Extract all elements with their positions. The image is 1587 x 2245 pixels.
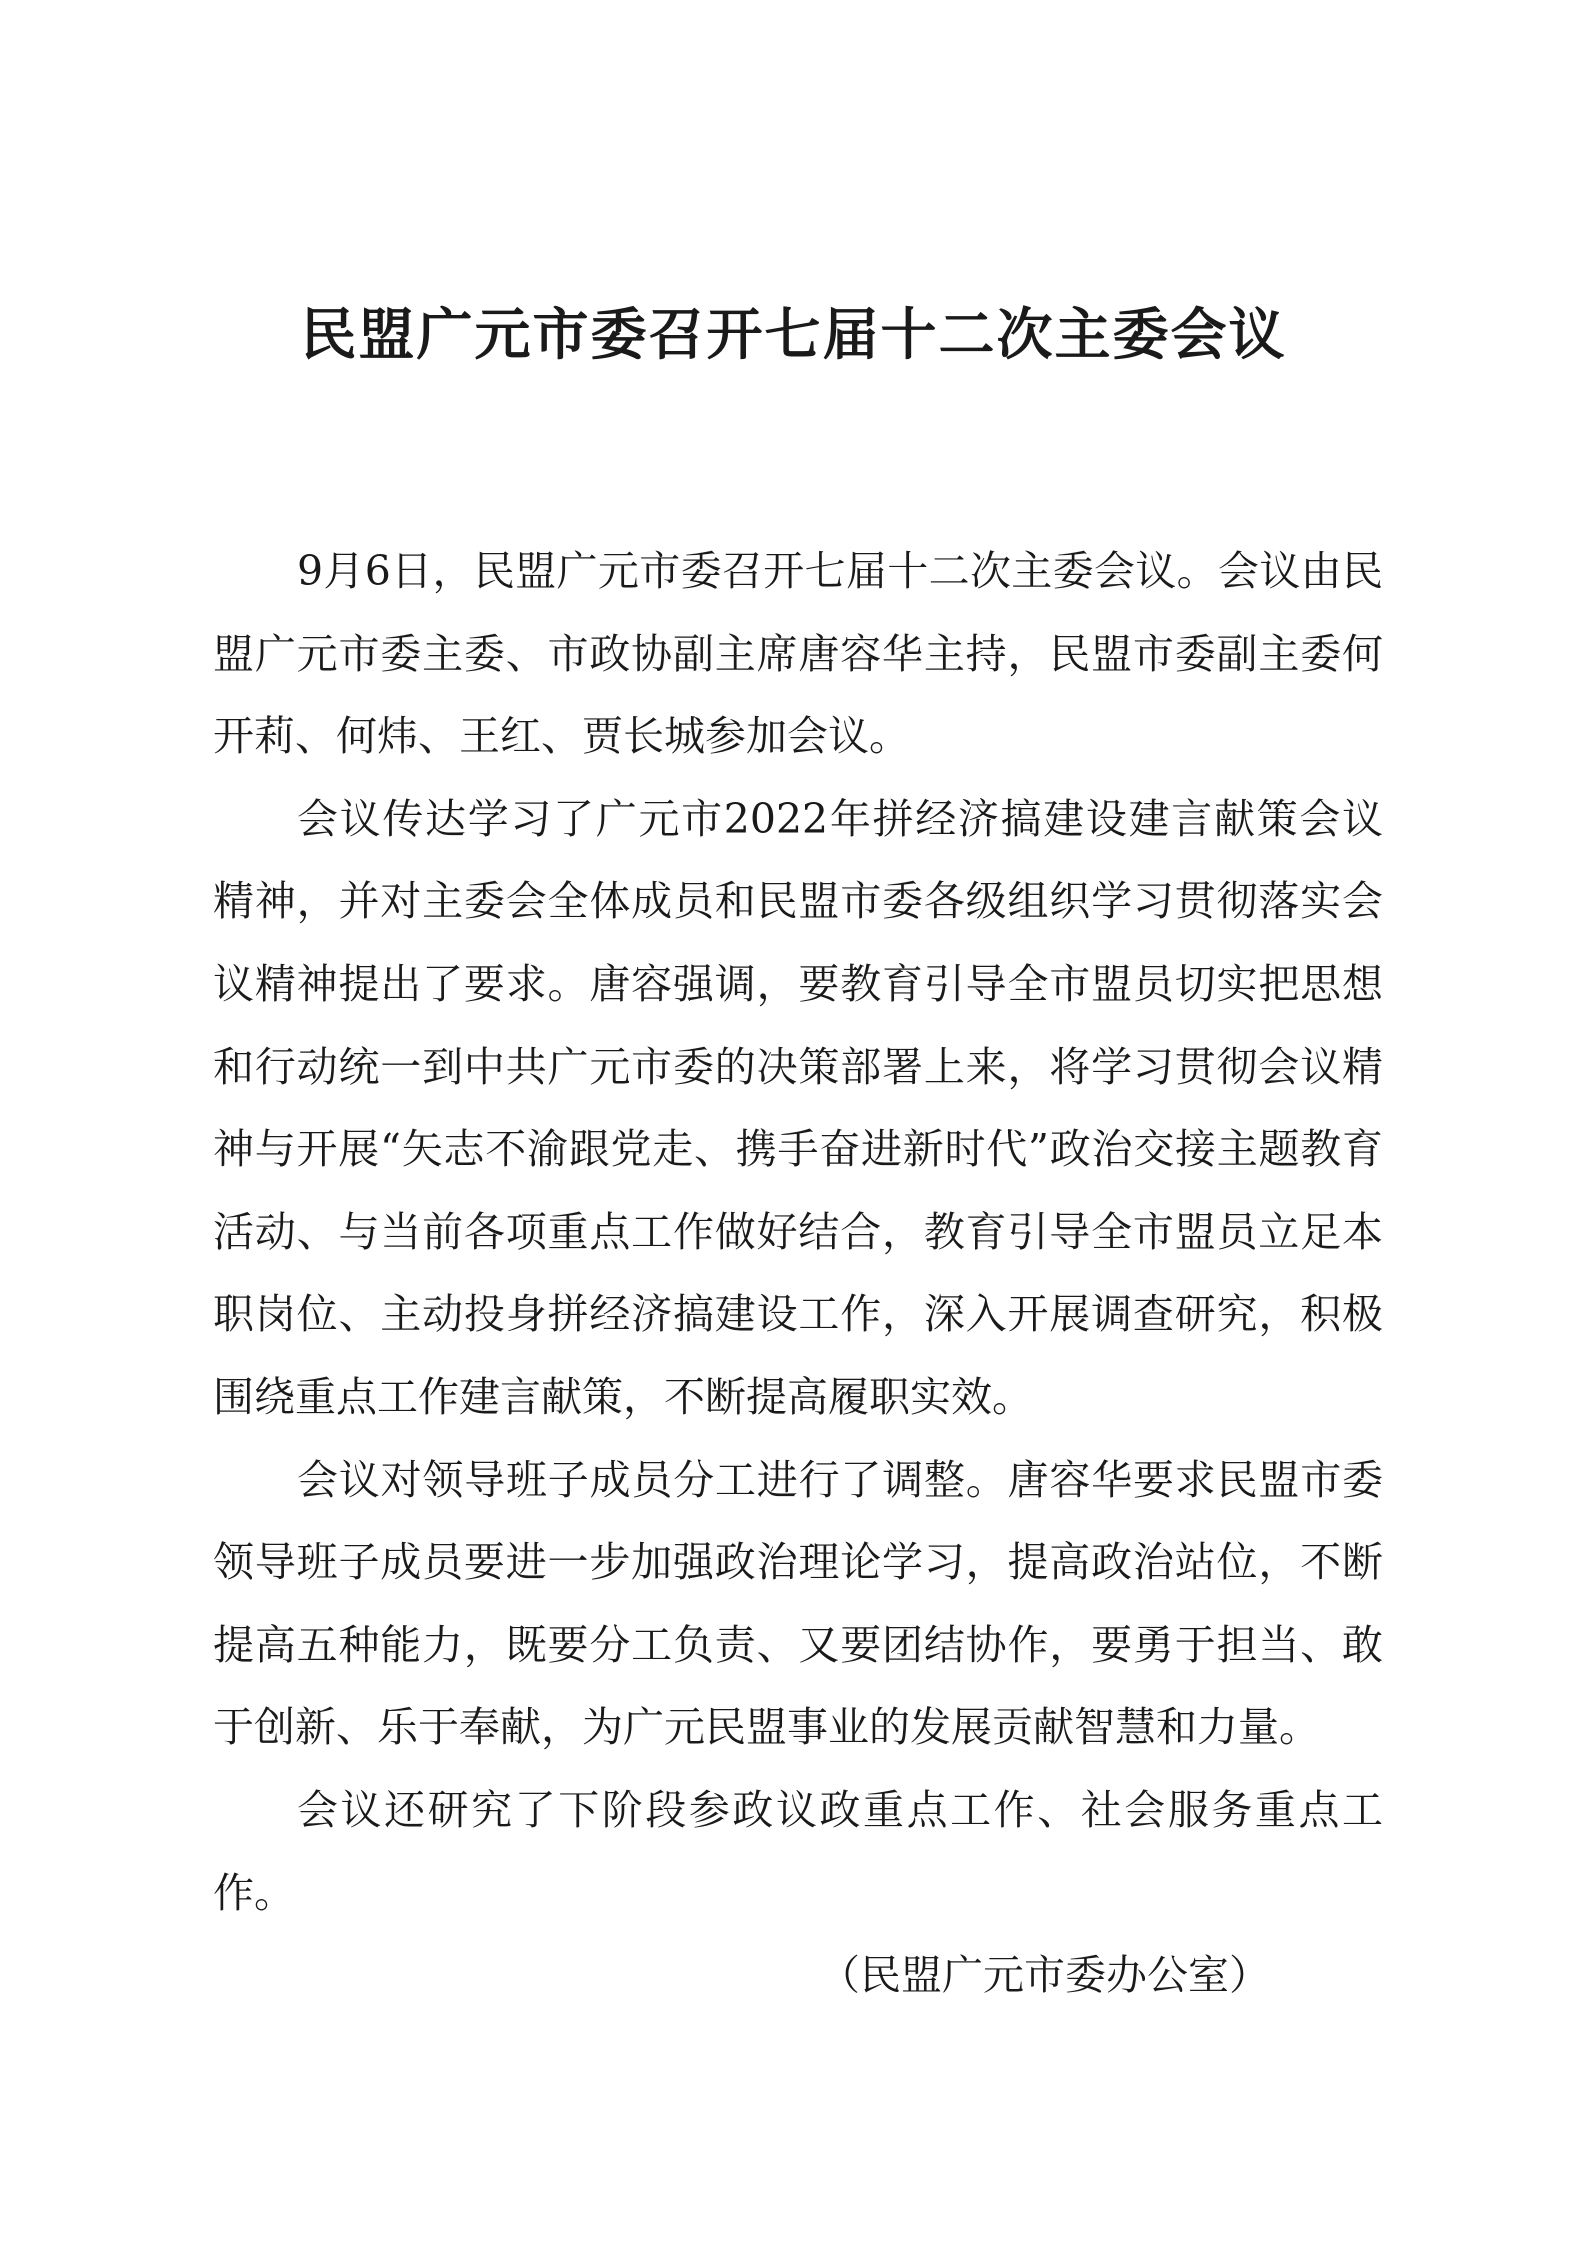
document-title: 民盟广元市委召开七届十二次主委会议	[300, 302, 1287, 368]
document-body	[213, 530, 1383, 2017]
signature: （民盟广元市委办公室）	[819, 1951, 1270, 2000]
paragraph-next-work: 会议还研究了下阶段参政议政重点工作、社会服务重点工作。	[213, 1785, 1383, 1917]
paragraph-study-spirit: 会议传达学习了广元市2022年拼经济搞建设建言献策会议精神，并对主委会全体成员和民盟市委各级组织学习贯彻落实会议精神提出了要求。唐容强调，要教育引导全市盟员切实把思想和行动统一到中共广元市委的决策部署上来，将学习贯彻会议精神与开展“矢志不渝跟党走、携手奋进新时代”政治交接主题教育活动、与当前各项重点工作做好结合，教育引导全市盟员立足本职岗位、主动投身拼经济搞建设工作，深入开展调查研究，积极围绕重点工作建言献策，不断提高履职实效。	[213, 794, 1383, 1421]
paragraph-meeting-info: 9月6日，民盟广元市委召开七届十二次主委会议。会议由民盟广元市委主委、市政协副主席唐容华主持，民盟市委副主委何开莉、何炜、王红、贾长城参加会议。	[213, 547, 1383, 761]
paragraph-leadership-adjustment: 会议对领导班子成员分工进行了调整。唐容华要求民盟市委领导班子成员要进一步加强政治理论学习，提高政治站位，不断提高五种能力，既要分工负责、又要团结协作，要勇于担当、敢于创新、乐于奉献，为广元民盟事业的发展贡献智慧和力量。	[213, 1455, 1383, 1752]
